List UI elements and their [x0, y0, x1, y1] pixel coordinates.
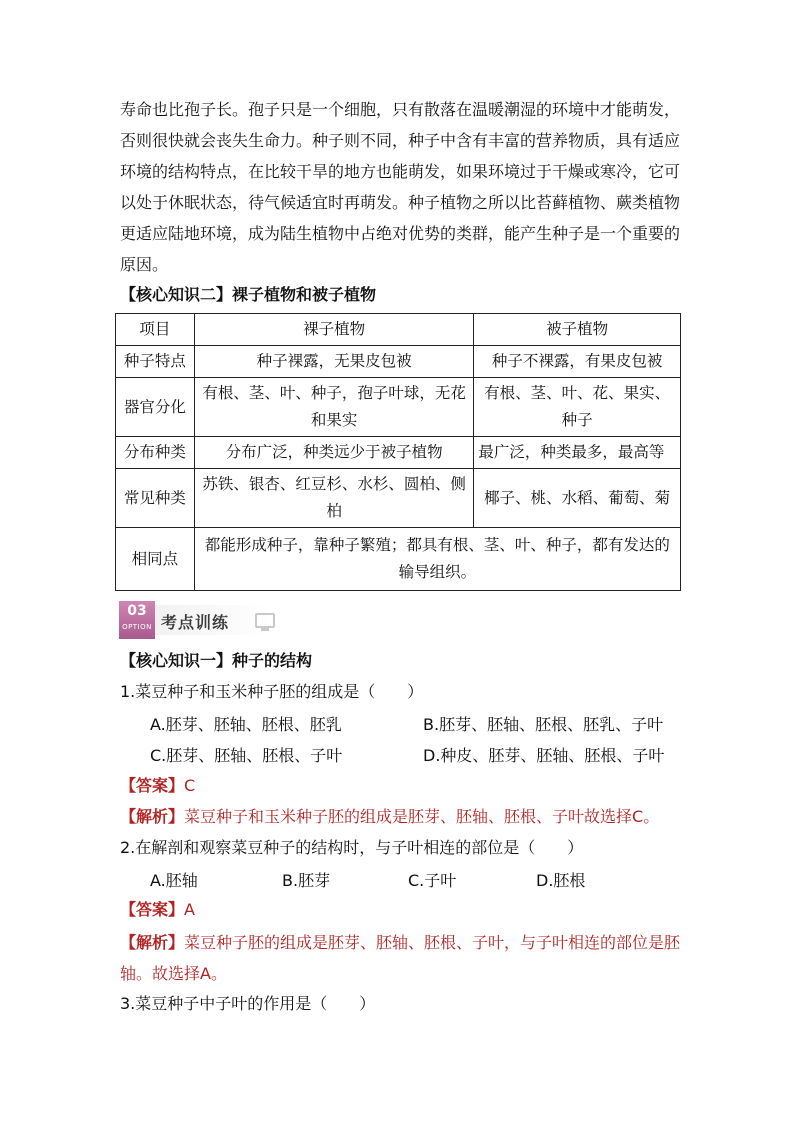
- banner-label: [155, 605, 271, 635]
- question-2-option-c: C.子叶: [408, 871, 457, 890]
- question-1-option-d: D.种皮、胚芽、胚轴、胚根、子叶: [423, 746, 665, 765]
- table-cell-item: 种子特点: [116, 346, 195, 378]
- answer-label: 【答案】: [120, 900, 185, 919]
- table-cell-item: 相同点: [116, 528, 195, 591]
- question-2-answer: [120, 899, 195, 921]
- answer-value: A: [184, 900, 195, 919]
- section-heading-seed-structure: 【核心知识一】种子的结构: [120, 651, 313, 670]
- banner-number: 03: [127, 603, 147, 619]
- table-header-cell: 被子植物: [474, 314, 681, 346]
- table-header-cell: 裸子植物: [194, 314, 473, 346]
- question-1-analysis: [120, 806, 659, 828]
- section-banner: [119, 601, 271, 639]
- table-row-common: [116, 528, 681, 591]
- question-1-option-c: C.胚芽、胚轴、胚根、子叶: [150, 746, 343, 765]
- intro-paragraph: 寿命也比孢子长。孢子只是一个细胞，只有散落在温暖潮湿的环境中才能萌发，否则很快就会丧失生命力。种子则不同，种子中含有丰富的营养物质，具有适应环境的结构特点，在比较干旱的地方也能萌发，如果环境过于干燥或寒冷，它可以处于休眠状态，待气候适宜时再萌发。种子植物之所以比苔藓植物、蕨类植物更适应陆地环境，成为陆生植物中占绝对优势的类群，能产生种子是一个重要的原因。: [120, 100, 681, 274]
- table-row: [116, 437, 681, 469]
- question-2-option-b: B.胚芽: [282, 871, 331, 890]
- question-1-option-b: B.胚芽、胚轴、胚根、胚乳、子叶: [423, 715, 664, 734]
- answer-value: C: [184, 776, 196, 795]
- table-cell-gymnosperm: 有根、茎、叶、种子，孢子叶球，无花和果实: [194, 378, 473, 437]
- table-header-row: [116, 314, 681, 346]
- table-row: [116, 378, 681, 437]
- table-cell-angiosperm: 椰子、桃、水稻、葡萄、菊: [474, 469, 681, 528]
- comparison-table: [115, 313, 681, 591]
- analysis-text: 菜豆种子胚的组成是胚芽、胚轴、胚根、子叶，与子叶相连的部位是胚轴。故选择A。: [120, 933, 681, 983]
- question-1-answer: [120, 775, 195, 797]
- question-3-stem: 3.菜豆种子中子叶的作用是（ ）: [120, 994, 376, 1013]
- section-heading-gymnosperm-angiosperm: 【核心知识二】裸子植物和被子植物: [120, 285, 377, 304]
- table-cell-common: 都能形成种子，靠种子繁殖；都具有根、茎、叶、种子，都有发达的输导组织。: [194, 528, 680, 591]
- analysis-text: 菜豆种子和玉米种子胚的组成是胚芽、胚轴、胚根、子叶故选择C。: [184, 807, 660, 826]
- table-cell-angiosperm: 有根、茎、叶、花、果实、种子: [474, 378, 681, 437]
- monitor-icon: [255, 613, 275, 628]
- table-cell-gymnosperm: 种子裸露，无果皮包被: [194, 346, 473, 378]
- table-cell-angiosperm: 最广泛，种类最多，最高等: [474, 437, 681, 469]
- banner-option: OPTION: [122, 623, 152, 631]
- banner-number-badge: [119, 601, 155, 639]
- question-2-analysis: [120, 927, 685, 989]
- table-cell-item: 常见种类: [116, 469, 195, 528]
- monitor-stand-icon: [261, 628, 269, 631]
- table-header-cell: 项目: [116, 314, 195, 346]
- table-cell-item: 分布种类: [116, 437, 195, 469]
- question-2-option-a: A.胚轴: [150, 871, 198, 890]
- analysis-label: 【解析】: [120, 933, 185, 952]
- table-row: [116, 469, 681, 528]
- question-1-stem: 1.菜豆种子和玉米种子胚的组成是（ ）: [120, 682, 424, 701]
- question-1-option-a: A.胚芽、胚轴、胚根、胚乳: [150, 715, 342, 734]
- table-cell-gymnosperm: 苏铁、银杏、红豆杉、水杉、圆柏、侧柏: [194, 469, 473, 528]
- answer-label: 【答案】: [120, 776, 185, 795]
- table-row: [116, 346, 681, 378]
- table-cell-gymnosperm: 分布广泛，种类远少于被子植物: [194, 437, 473, 469]
- question-2-stem: 2.在解剖和观察菜豆种子的结构时，与子叶相连的部位是（ ）: [120, 838, 584, 857]
- table-cell-item: 器官分化: [116, 378, 195, 437]
- question-2-option-d: D.胚根: [536, 871, 586, 890]
- analysis-label: 【解析】: [120, 807, 185, 826]
- table-cell-angiosperm: 种子不裸露，有果皮包被: [474, 346, 681, 378]
- banner-title: 考点训练: [161, 613, 230, 632]
